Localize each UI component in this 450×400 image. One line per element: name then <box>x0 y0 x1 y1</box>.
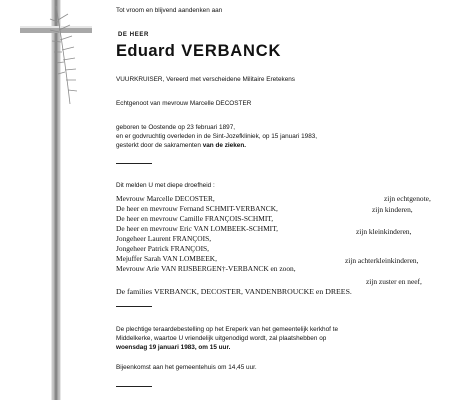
funeral-line-2: Middelkerke, waartoe U vriendelijk uitgenodigd wordt, zal plaatshebben op <box>116 335 327 342</box>
sacrament-text-bold: van de zieken. <box>202 142 247 149</box>
mourner-name: De heer en mevrouw Eric VAN LOMBEEK-SCHMIT, <box>116 224 278 233</box>
deceased-name <box>116 42 281 61</box>
mourner-relation: zijn kleinkinderen, <box>356 227 412 236</box>
mourner-name: Mevrouw Arie VAN RIJSBERGEN†-VERBANCK en zoon, <box>116 264 296 273</box>
funeral-date: woensdag 19 januari 1983, om 15 uur. <box>116 344 231 351</box>
divider-2 <box>116 306 152 307</box>
intro-text: Tot vroom en blijvend aandenken aan <box>116 7 223 14</box>
birth-line: geboren te Oostende op 23 februari 1897, <box>116 124 236 131</box>
sacrament-line <box>116 142 246 149</box>
divider-1 <box>116 163 152 164</box>
first-name: Eduard <box>116 42 176 60</box>
mourner-name: Mevrouw Marcelle DECOSTER, <box>116 194 215 203</box>
families-line: De families VERBANCK, DECOSTER, VANDENBROUCKE en DREES. <box>116 287 352 296</box>
spouse-text: Echtgenoot van mevrouw Marcelle DECOSTER <box>116 100 252 107</box>
honors-text: VUURKRUISER, Vereerd met verscheidene Militaire Eretekens <box>116 76 296 83</box>
cross-icon <box>0 0 110 400</box>
death-line: en er godvruchtig overleden in de Sint-Jozefkliniek, op 15 januari 1983, <box>116 133 318 140</box>
mourner-name: Jongeheer Laurent FRANÇOIS, <box>116 234 212 243</box>
announcement-text: Dit melden U met diepe droefheid : <box>116 182 215 189</box>
sibling-relation: zijn zuster en neef, <box>366 277 422 286</box>
mourner-name: Jongeheer Patrick FRANÇOIS, <box>116 244 209 253</box>
sacrament-text: gesterkt door de sakramenten <box>116 142 203 149</box>
gathering-text: Bijeenkomst aan het gemeentehuis om 14,45 uur. <box>116 364 257 371</box>
mourner-name: De heer en mevrouw Fernand SCHMIT-VERBANCK, <box>116 204 278 213</box>
mourner-name: Mejuffer Sarah VAN LOMBEEK, <box>116 254 217 263</box>
mourner-relation: zijn echtgenote, <box>384 194 431 203</box>
mourner-name: De heer en mevrouw Camille FRANÇOIS-SCHMIT, <box>116 214 274 223</box>
divider-3 <box>116 386 152 387</box>
funeral-line-1: De plechtige teraardebestelling op het Ereperk van het gemeentelijk kerkhof te <box>116 326 339 333</box>
mourner-relation: zijn achterkleinkinderen, <box>345 256 419 265</box>
title-prefix: DE HEER <box>118 32 149 38</box>
mourner-relation: zijn kinderen, <box>372 205 413 214</box>
last-name: VERBANCK <box>181 42 282 60</box>
